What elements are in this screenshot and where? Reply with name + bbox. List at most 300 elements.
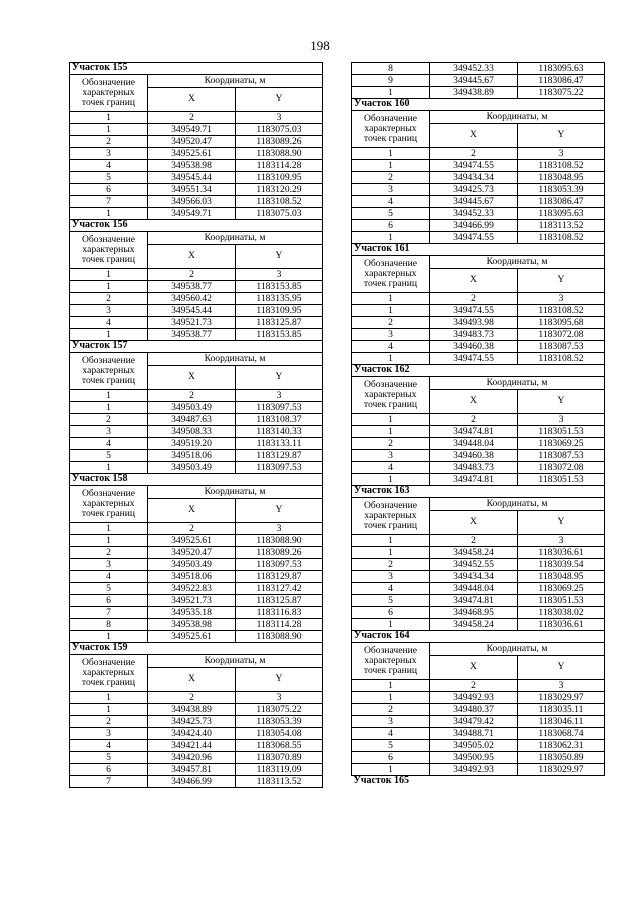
- coord-x: 349448.04: [430, 438, 518, 450]
- section-title: Участок 161: [352, 244, 605, 256]
- index-cell: 2: [148, 390, 236, 402]
- coord-x: 349438.89: [148, 704, 236, 716]
- coord-y: 1183069.25: [518, 438, 605, 450]
- point-number: 1: [352, 764, 430, 776]
- point-number: 4: [70, 438, 148, 450]
- table-row: [70, 305, 323, 317]
- table-row: [352, 317, 605, 329]
- table-row: [352, 619, 605, 631]
- point-number: 3: [70, 426, 148, 438]
- x-header: X: [430, 389, 518, 413]
- coordinates-header: Координаты, м: [148, 655, 323, 668]
- coord-x: 349503.49: [148, 462, 236, 474]
- point-number: 1: [352, 160, 430, 172]
- point-number: 6: [70, 764, 148, 776]
- y-header: Y: [518, 389, 605, 413]
- index-cell: 3: [518, 293, 605, 305]
- coord-y: 1183108.37: [236, 414, 323, 426]
- table-row: [352, 220, 605, 232]
- point-number: 7: [70, 196, 148, 208]
- coord-x: 349560.42: [148, 293, 236, 305]
- coord-x: 349518.06: [148, 571, 236, 583]
- point-number: 5: [70, 172, 148, 184]
- section-title-row: [352, 99, 605, 111]
- coord-x: 349519.20: [148, 438, 236, 450]
- index-row: [70, 390, 323, 402]
- point-number: 2: [352, 172, 430, 184]
- coord-y: 1183075.22: [518, 87, 605, 99]
- coord-x: 349438.89: [430, 87, 518, 99]
- point-number: 1: [352, 426, 430, 438]
- coord-y: 1183054.08: [236, 728, 323, 740]
- x-header: X: [148, 365, 236, 389]
- table-row: [70, 595, 323, 607]
- coordinates-header: Координаты, м: [430, 643, 605, 656]
- coord-y: 1183038.02: [518, 607, 605, 619]
- point-number: 6: [70, 595, 148, 607]
- coord-x: 349452.33: [430, 208, 518, 220]
- coord-y: 1183089.26: [236, 547, 323, 559]
- coord-x: 349474.55: [430, 353, 518, 365]
- coordinates-header: Координаты, м: [148, 75, 323, 88]
- point-number: 1: [352, 619, 430, 631]
- table-row: [70, 740, 323, 752]
- table-row: [352, 87, 605, 99]
- index-row: [352, 680, 605, 692]
- header-row: [352, 377, 605, 390]
- point-number: 1: [70, 281, 148, 293]
- coord-x: 349493.98: [430, 317, 518, 329]
- table-row: [352, 450, 605, 462]
- header-row: [352, 111, 605, 124]
- table-row: [70, 196, 323, 208]
- point-number: 1: [70, 402, 148, 414]
- table-row: [352, 75, 605, 87]
- point-number: 4: [70, 317, 148, 329]
- point-number: 3: [352, 716, 430, 728]
- table-row: [70, 329, 323, 341]
- coord-x: 349545.44: [148, 172, 236, 184]
- index-cell: 3: [518, 535, 605, 547]
- section-title: Участок 158: [70, 474, 323, 486]
- table-row: [352, 740, 605, 752]
- point-number: 5: [352, 595, 430, 607]
- coord-y: 1183048.95: [518, 172, 605, 184]
- coord-x: 349434.34: [430, 172, 518, 184]
- table-row: [352, 571, 605, 583]
- table-row: [352, 704, 605, 716]
- coord-y: 1183029.97: [518, 764, 605, 776]
- designation-header: Обозначение характерных точек границ: [352, 377, 430, 414]
- header-row: [352, 643, 605, 656]
- table-row: [70, 450, 323, 462]
- section-title: Участок 159: [70, 643, 323, 655]
- index-cell: 3: [236, 523, 323, 535]
- index-cell: 1: [70, 112, 148, 124]
- coord-x: 349538.77: [148, 329, 236, 341]
- coord-y: 1183097.53: [236, 559, 323, 571]
- point-number: 9: [352, 75, 430, 87]
- table-row: [352, 547, 605, 559]
- coord-x: 349424.40: [148, 728, 236, 740]
- table-row: [352, 438, 605, 450]
- coord-y: 1183125.87: [236, 595, 323, 607]
- point-number: 4: [352, 462, 430, 474]
- coord-x: 349483.73: [430, 329, 518, 341]
- point-number: 1: [70, 704, 148, 716]
- point-number: 3: [70, 559, 148, 571]
- coord-x: 349474.55: [430, 160, 518, 172]
- coord-x: 349480.37: [430, 704, 518, 716]
- table-row: [70, 547, 323, 559]
- table-row: [352, 595, 605, 607]
- table-row: [352, 583, 605, 595]
- x-header: X: [148, 498, 236, 522]
- designation-header: Обозначение характерных точек границ: [352, 111, 430, 148]
- y-header: Y: [518, 123, 605, 147]
- index-row: [70, 692, 323, 704]
- coord-x: 349549.71: [148, 208, 236, 220]
- designation-header: Обозначение характерных точек границ: [70, 486, 148, 523]
- coordinates-header: Координаты, м: [430, 377, 605, 390]
- point-number: 1: [70, 462, 148, 474]
- left-table: [69, 62, 323, 788]
- point-number: 8: [352, 63, 430, 75]
- table-row: [70, 776, 323, 788]
- header-row: [70, 655, 323, 668]
- right-table: [351, 62, 605, 787]
- y-header: Y: [236, 498, 323, 522]
- y-header: Y: [236, 244, 323, 268]
- coord-x: 349538.98: [148, 160, 236, 172]
- index-cell: 1: [352, 148, 430, 160]
- coord-x: 349445.67: [430, 196, 518, 208]
- coord-x: 349434.34: [430, 571, 518, 583]
- point-number: 1: [352, 87, 430, 99]
- coordinates-header: Координаты, м: [148, 353, 323, 366]
- header-row: [352, 498, 605, 511]
- coord-y: 1183070.89: [236, 752, 323, 764]
- coord-y: 1183140.33: [236, 426, 323, 438]
- designation-header: Обозначение характерных точек границ: [70, 655, 148, 692]
- coord-x: 349420.96: [148, 752, 236, 764]
- coord-y: 1183036.61: [518, 619, 605, 631]
- coord-y: 1183108.52: [518, 305, 605, 317]
- coord-y: 1183036.61: [518, 547, 605, 559]
- point-number: 5: [70, 752, 148, 764]
- coord-y: 1183087.53: [518, 450, 605, 462]
- coord-y: 1183053.39: [236, 716, 323, 728]
- x-header: X: [148, 667, 236, 691]
- coord-x: 349458.24: [430, 619, 518, 631]
- coord-y: 1183153.85: [236, 329, 323, 341]
- point-number: 1: [352, 474, 430, 486]
- index-cell: 2: [430, 148, 518, 160]
- point-number: 7: [70, 607, 148, 619]
- point-number: 6: [70, 184, 148, 196]
- coord-y: 1183108.52: [236, 196, 323, 208]
- coord-y: 1183129.87: [236, 450, 323, 462]
- table-row: [352, 341, 605, 353]
- coord-y: 1183097.53: [236, 402, 323, 414]
- table-row: [70, 704, 323, 716]
- coord-x: 349460.38: [430, 450, 518, 462]
- index-cell: 3: [236, 269, 323, 281]
- coord-y: 1183050.89: [518, 752, 605, 764]
- table-row: [70, 136, 323, 148]
- y-header: Y: [518, 510, 605, 534]
- section-title: Участок 165: [352, 776, 605, 788]
- coord-y: 1183125.87: [236, 317, 323, 329]
- table-row: [352, 184, 605, 196]
- table-row: [70, 619, 323, 631]
- index-row: [70, 269, 323, 281]
- coord-y: 1183095.68: [518, 317, 605, 329]
- table-row: [70, 317, 323, 329]
- section-title-row: [352, 486, 605, 498]
- table-row: [70, 208, 323, 220]
- coord-x: 349452.33: [430, 63, 518, 75]
- coord-y: 1183095.63: [518, 63, 605, 75]
- table-row: [352, 692, 605, 704]
- point-number: 1: [352, 305, 430, 317]
- coord-x: 349551.34: [148, 184, 236, 196]
- coord-x: 349521.73: [148, 317, 236, 329]
- point-number: 4: [352, 341, 430, 353]
- index-cell: 1: [352, 414, 430, 426]
- index-cell: 3: [236, 692, 323, 704]
- index-cell: 3: [518, 148, 605, 160]
- index-cell: 2: [430, 293, 518, 305]
- coord-y: 1183109.95: [236, 305, 323, 317]
- designation-header: Обозначение характерных точек границ: [70, 353, 148, 390]
- point-number: 1: [352, 547, 430, 559]
- coord-x: 349566.03: [148, 196, 236, 208]
- section-title-row: [70, 220, 323, 232]
- coord-y: 1183062.31: [518, 740, 605, 752]
- point-number: 4: [70, 571, 148, 583]
- index-cell: 2: [430, 680, 518, 692]
- section-title: Участок 163: [352, 486, 605, 498]
- table-row: [70, 535, 323, 547]
- coord-x: 349525.61: [148, 631, 236, 643]
- coord-x: 349508.33: [148, 426, 236, 438]
- point-number: 1: [70, 124, 148, 136]
- coord-y: 1183119.09: [236, 764, 323, 776]
- coord-x: 349452.55: [430, 559, 518, 571]
- table-row: [70, 716, 323, 728]
- point-number: 5: [70, 583, 148, 595]
- table-row: [70, 148, 323, 160]
- section-title-row: [70, 63, 323, 75]
- point-number: 1: [352, 232, 430, 244]
- coord-x: 349466.99: [148, 776, 236, 788]
- coord-y: 1183072.08: [518, 462, 605, 474]
- point-number: 1: [352, 353, 430, 365]
- y-header: Y: [518, 268, 605, 292]
- coord-x: 349483.73: [430, 462, 518, 474]
- point-number: 3: [352, 571, 430, 583]
- point-number: 1: [70, 329, 148, 341]
- coord-x: 349505.02: [430, 740, 518, 752]
- section-title-row: [70, 643, 323, 655]
- index-row: [352, 414, 605, 426]
- point-number: 5: [352, 208, 430, 220]
- right-column: [351, 62, 604, 787]
- coord-y: 1183046.11: [518, 716, 605, 728]
- designation-header: Обозначение характерных точек границ: [70, 232, 148, 269]
- coord-y: 1183087.53: [518, 341, 605, 353]
- coord-x: 349468.95: [430, 607, 518, 619]
- point-number: 3: [70, 148, 148, 160]
- x-header: X: [430, 268, 518, 292]
- table-row: [352, 764, 605, 776]
- y-header: Y: [236, 365, 323, 389]
- point-number: 2: [70, 136, 148, 148]
- index-cell: 1: [70, 692, 148, 704]
- table-row: [352, 426, 605, 438]
- table-row: [70, 281, 323, 293]
- table-row: [70, 160, 323, 172]
- y-header: Y: [236, 667, 323, 691]
- coord-x: 349488.71: [430, 728, 518, 740]
- coord-x: 349479.42: [430, 716, 518, 728]
- table-row: [70, 559, 323, 571]
- coord-x: 349474.55: [430, 232, 518, 244]
- point-number: 6: [352, 607, 430, 619]
- coord-x: 349538.77: [148, 281, 236, 293]
- coordinates-header: Координаты, м: [148, 486, 323, 499]
- coord-y: 1183051.53: [518, 474, 605, 486]
- table-row: [352, 559, 605, 571]
- index-cell: 1: [70, 390, 148, 402]
- coord-y: 1183035.11: [518, 704, 605, 716]
- table-row: [70, 402, 323, 414]
- coordinates-header: Координаты, м: [430, 111, 605, 124]
- coord-y: 1183153.85: [236, 281, 323, 293]
- coord-y: 1183048.95: [518, 571, 605, 583]
- coord-x: 349549.71: [148, 124, 236, 136]
- coord-x: 349521.73: [148, 595, 236, 607]
- index-cell: 2: [430, 414, 518, 426]
- coord-x: 349445.67: [430, 75, 518, 87]
- designation-header: Обозначение характерных точек границ: [70, 75, 148, 112]
- x-header: X: [430, 123, 518, 147]
- point-number: 2: [70, 293, 148, 305]
- table-row: [70, 583, 323, 595]
- x-header: X: [148, 244, 236, 268]
- index-row: [352, 293, 605, 305]
- point-number: 3: [352, 329, 430, 341]
- coord-x: 349525.61: [148, 535, 236, 547]
- point-number: 5: [70, 450, 148, 462]
- point-number: 4: [352, 583, 430, 595]
- index-cell: 2: [148, 523, 236, 535]
- table-row: [70, 462, 323, 474]
- table-row: [352, 353, 605, 365]
- coord-x: 349520.47: [148, 547, 236, 559]
- designation-header: Обозначение характерных точек границ: [352, 256, 430, 293]
- coord-x: 349503.49: [148, 559, 236, 571]
- table-row: [352, 474, 605, 486]
- x-header: X: [430, 510, 518, 534]
- point-number: 4: [352, 196, 430, 208]
- point-number: 2: [352, 438, 430, 450]
- point-number: 3: [70, 728, 148, 740]
- point-number: 2: [352, 559, 430, 571]
- coord-x: 349421.44: [148, 740, 236, 752]
- table-row: [70, 728, 323, 740]
- index-cell: 1: [352, 535, 430, 547]
- index-cell: 1: [70, 523, 148, 535]
- point-number: 2: [352, 317, 430, 329]
- coord-y: 1183075.03: [236, 124, 323, 136]
- point-number: 4: [352, 728, 430, 740]
- table-row: [70, 184, 323, 196]
- point-number: 6: [352, 220, 430, 232]
- coord-x: 349458.24: [430, 547, 518, 559]
- index-cell: 2: [148, 112, 236, 124]
- point-number: 8: [70, 619, 148, 631]
- coord-x: 349425.73: [430, 184, 518, 196]
- section-title-row: [352, 244, 605, 256]
- coord-y: 1183075.03: [236, 208, 323, 220]
- point-number: 3: [70, 305, 148, 317]
- point-number: 4: [70, 160, 148, 172]
- coord-y: 1183068.74: [518, 728, 605, 740]
- section-title-row: [352, 631, 605, 643]
- table-row: [70, 172, 323, 184]
- section-title: Участок 164: [352, 631, 605, 643]
- table-row: [70, 438, 323, 450]
- table-row: [352, 329, 605, 341]
- index-row: [352, 148, 605, 160]
- coord-y: 1183108.52: [518, 160, 605, 172]
- section-title-row: [352, 776, 605, 788]
- coord-y: 1183114.28: [236, 619, 323, 631]
- table-row: [352, 462, 605, 474]
- coord-y: 1183089.26: [236, 136, 323, 148]
- coord-x: 349474.55: [430, 305, 518, 317]
- coord-y: 1183108.52: [518, 353, 605, 365]
- point-number: 2: [70, 716, 148, 728]
- index-cell: 1: [352, 680, 430, 692]
- coordinates-header: Координаты, м: [430, 498, 605, 511]
- index-cell: 1: [70, 269, 148, 281]
- coord-y: 1183088.90: [236, 631, 323, 643]
- coord-x: 349466.99: [430, 220, 518, 232]
- table-row: [352, 607, 605, 619]
- coord-y: 1183113.52: [236, 776, 323, 788]
- index-cell: 2: [148, 269, 236, 281]
- coord-y: 1183135.95: [236, 293, 323, 305]
- left-column: [69, 62, 322, 788]
- table-row: [70, 631, 323, 643]
- point-number: 3: [352, 184, 430, 196]
- point-number: 5: [352, 740, 430, 752]
- section-title: Участок 160: [352, 99, 605, 111]
- section-title-row: [352, 365, 605, 377]
- point-number: 2: [352, 704, 430, 716]
- table-row: [352, 305, 605, 317]
- coord-y: 1183133.11: [236, 438, 323, 450]
- designation-header: Обозначение характерных точек границ: [352, 643, 430, 680]
- coord-x: 349474.81: [430, 595, 518, 607]
- table-row: [70, 124, 323, 136]
- coord-x: 349518.06: [148, 450, 236, 462]
- coord-y: 1183095.63: [518, 208, 605, 220]
- coord-x: 349500.95: [430, 752, 518, 764]
